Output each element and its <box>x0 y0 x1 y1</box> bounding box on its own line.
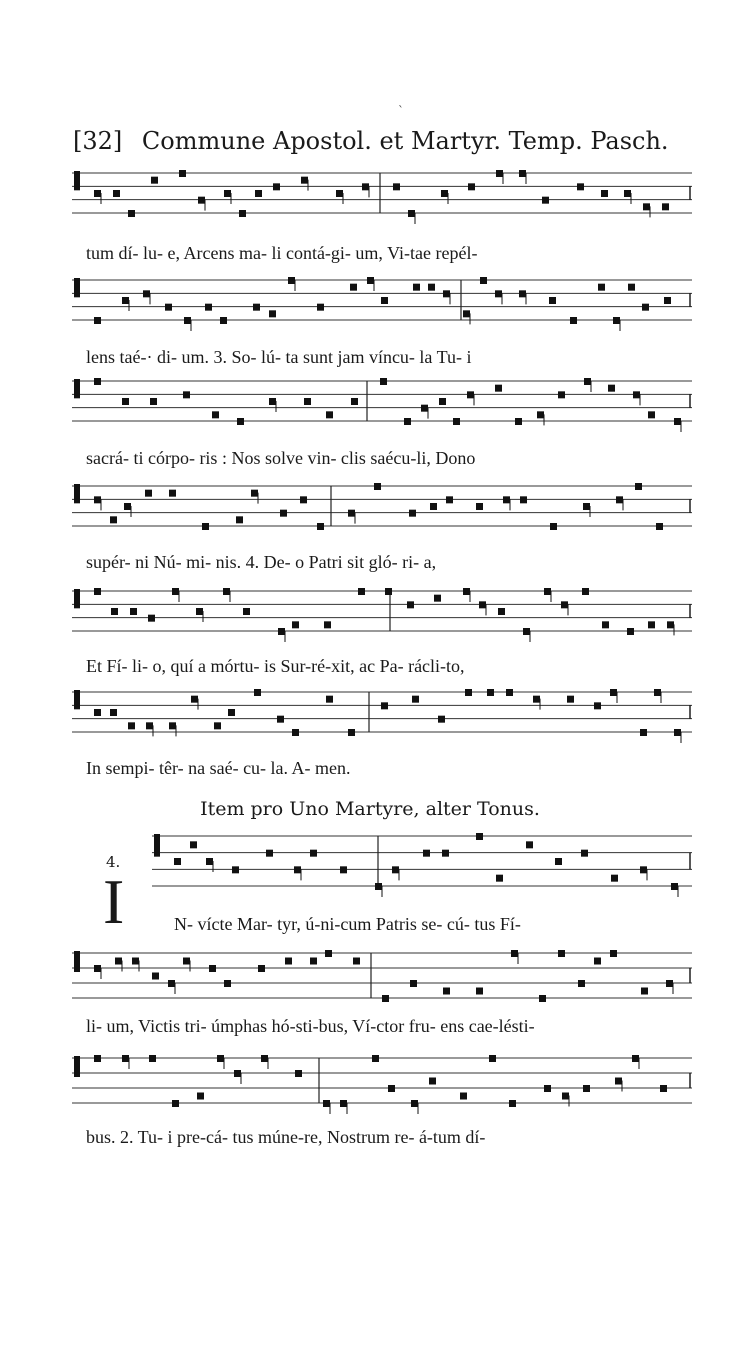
neume-note <box>212 411 219 418</box>
neume-note <box>94 378 101 385</box>
neume-note <box>295 1070 302 1077</box>
neume-note <box>324 621 331 628</box>
neume-note <box>438 716 445 723</box>
neume-note <box>228 709 235 716</box>
neume-note <box>122 297 129 304</box>
neume-note <box>581 850 588 857</box>
chant-staff <box>72 1050 692 1115</box>
neume-note <box>300 496 307 503</box>
neume-note <box>489 1055 496 1062</box>
neume-note <box>232 866 239 873</box>
neume-note <box>578 980 585 987</box>
neume-note <box>570 317 577 324</box>
chant-staff <box>72 945 692 1010</box>
page-title: Commune Apostol. et Martyr. Temp. Pasch. <box>141 127 669 155</box>
neume-note <box>411 1100 418 1107</box>
neume-note <box>234 1070 241 1077</box>
lyric-line: In sempi- têr- na saé- cu- la. A- men. <box>86 758 351 778</box>
neume-note <box>172 588 179 595</box>
neume-note <box>348 510 355 517</box>
neume-note <box>509 1100 516 1107</box>
neume-note <box>292 621 299 628</box>
neume-note <box>460 1093 467 1100</box>
neume-note <box>214 722 221 729</box>
section-subheading: Item pro Uno Martyre, alter Tonus. <box>200 798 540 820</box>
neume-note <box>362 183 369 190</box>
neume-note <box>463 310 470 317</box>
neume-note <box>326 696 333 703</box>
chant-staff <box>152 828 692 898</box>
neume-note <box>124 503 131 510</box>
neume-note <box>495 290 502 297</box>
neume-note <box>654 689 661 696</box>
neume-note <box>476 833 483 840</box>
neume-note <box>476 503 483 510</box>
neume-note <box>615 1078 622 1085</box>
neume-note <box>326 411 333 418</box>
neume-note <box>594 958 601 965</box>
neume-note <box>197 1093 204 1100</box>
neume-note <box>150 398 157 405</box>
neume-note <box>385 588 392 595</box>
neume-note <box>511 950 518 957</box>
neume-note <box>278 628 285 635</box>
staff-notation <box>72 373 692 433</box>
neume-note <box>421 405 428 412</box>
neume-note <box>429 1078 436 1085</box>
neume-note <box>190 841 197 848</box>
neume-note <box>325 950 332 957</box>
neume-note <box>269 398 276 405</box>
neume-note <box>434 595 441 602</box>
neume-note <box>292 729 299 736</box>
neume-note <box>627 628 634 635</box>
neume-note <box>601 190 608 197</box>
neume-note <box>122 1055 129 1062</box>
chant-staff <box>72 478 692 538</box>
neume-note <box>184 317 191 324</box>
neume-note <box>94 1055 101 1062</box>
neume-note <box>285 958 292 965</box>
neume-note <box>584 378 591 385</box>
neume-note <box>519 170 526 177</box>
staff-notation <box>72 684 692 744</box>
neume-note <box>561 601 568 608</box>
neume-note <box>480 277 487 284</box>
neume-note <box>441 190 448 197</box>
neume-note <box>463 588 470 595</box>
neume-note <box>146 722 153 729</box>
neume-note <box>128 210 135 217</box>
neume-note <box>128 722 135 729</box>
neume-note <box>515 418 522 425</box>
neume-note <box>666 980 673 987</box>
lyric-line: tum dí- lu- e, Arcens ma- li contá-gi- um, Vi-tae repél- <box>86 243 478 263</box>
neume-note <box>640 866 647 873</box>
neume-note <box>351 398 358 405</box>
neume-note <box>667 621 674 628</box>
neume-note <box>151 177 158 184</box>
neume-note <box>152 973 159 980</box>
neume-note <box>602 621 609 628</box>
neume-note <box>453 418 460 425</box>
neume-note <box>148 615 155 622</box>
neume-note <box>544 588 551 595</box>
neume-note <box>643 203 650 210</box>
neume-note <box>439 398 446 405</box>
neume-note <box>656 523 663 530</box>
neume-note <box>550 523 557 530</box>
neume-note <box>641 988 648 995</box>
neume-note <box>674 729 681 736</box>
neume-note <box>237 418 244 425</box>
neume-note <box>169 490 176 497</box>
neume-note <box>558 391 565 398</box>
neume-note <box>380 378 387 385</box>
neume-note <box>251 490 258 497</box>
neume-note <box>94 588 101 595</box>
neume-note <box>261 1055 268 1062</box>
neume-note <box>428 284 435 291</box>
neume-note <box>583 503 590 510</box>
neume-note <box>340 866 347 873</box>
neume-note <box>558 950 565 957</box>
neume-note <box>640 729 647 736</box>
staff-notation <box>152 828 692 898</box>
clef-mark <box>74 379 80 398</box>
neume-note <box>392 866 399 873</box>
neume-note <box>495 385 502 392</box>
stray-mark: ` <box>398 104 404 118</box>
neume-note <box>555 858 562 865</box>
neume-note <box>582 588 589 595</box>
drop-initial: I <box>103 866 125 937</box>
neume-note <box>662 203 669 210</box>
neume-note <box>130 608 137 615</box>
neume-note <box>165 304 172 311</box>
neume-note <box>608 385 615 392</box>
neume-note <box>542 197 549 204</box>
neume-note <box>526 841 533 848</box>
neume-note <box>191 696 198 703</box>
neume-note <box>430 503 437 510</box>
neume-note <box>374 483 381 490</box>
clef-mark <box>154 834 160 857</box>
neume-note <box>503 496 510 503</box>
neume-note <box>224 190 231 197</box>
neume-note <box>115 958 122 965</box>
neume-note <box>269 310 276 317</box>
lyric-line: sacrá- ti córpo- ris : Nos solve vin- clis saécu-li, Dono <box>86 448 476 468</box>
chant-staff <box>72 684 692 744</box>
neume-note <box>111 608 118 615</box>
neume-note <box>94 317 101 324</box>
lyric-line: lens taé-· di- um. 3. So- lú- ta sunt jam víncu- la Tu- i <box>86 347 472 367</box>
clef-mark <box>74 171 80 190</box>
neume-note <box>446 496 453 503</box>
neume-note <box>122 398 129 405</box>
neume-note <box>660 1085 667 1092</box>
neume-note <box>407 601 414 608</box>
neume-note <box>408 210 415 217</box>
staff-notation <box>72 478 692 538</box>
neume-note <box>443 988 450 995</box>
neume-note <box>598 284 605 291</box>
neume-note <box>223 588 230 595</box>
neume-note <box>610 689 617 696</box>
neume-note <box>583 1085 590 1092</box>
neume-note <box>110 516 117 523</box>
clef-mark <box>74 690 80 709</box>
neume-note <box>224 980 231 987</box>
chant-staff <box>72 373 692 433</box>
neume-note <box>628 284 635 291</box>
neume-note <box>277 716 284 723</box>
clef-mark <box>74 1056 80 1077</box>
clef-mark <box>74 951 80 972</box>
neume-note <box>375 883 382 890</box>
neume-note <box>381 702 388 709</box>
neume-note <box>537 411 544 418</box>
neume-note <box>632 1055 639 1062</box>
neume-note <box>149 1055 156 1062</box>
neume-note <box>633 391 640 398</box>
neume-note <box>288 277 295 284</box>
neume-note <box>479 601 486 608</box>
neume-note <box>310 850 317 857</box>
neume-note <box>145 490 152 497</box>
neume-note <box>648 621 655 628</box>
lyric-line: bus. 2. Tu- i pre-cá- tus múne-re, Nostrum re- á-tum dí- <box>86 1127 486 1147</box>
neume-note <box>168 980 175 987</box>
neume-note <box>624 190 631 197</box>
neume-note <box>317 304 324 311</box>
neume-note <box>348 729 355 736</box>
neume-note <box>217 1055 224 1062</box>
lyric-line: N- vícte Mar- tyr, ú-ni-cum Patris se- cú- tus Fí- <box>174 914 521 934</box>
lyric-line: li- um, Victis tri- úmphas hó-sti-bus, Ví-ctor fru- ens cae-lésti- <box>86 1016 535 1036</box>
neume-note <box>443 290 450 297</box>
neume-note <box>393 183 400 190</box>
neume-note <box>254 689 261 696</box>
neume-note <box>113 190 120 197</box>
neume-note <box>340 1100 347 1107</box>
lyric-line: Et Fí- li- o, quí a mórtu- is Sur-ré-xit, ac Pa- rácli-to, <box>86 656 465 676</box>
neume-note <box>172 1100 179 1107</box>
neume-note <box>404 418 411 425</box>
neume-note <box>209 965 216 972</box>
neume-note <box>169 722 176 729</box>
staff-notation <box>72 945 692 1010</box>
neume-note <box>206 858 213 865</box>
neume-note <box>382 995 389 1002</box>
neume-note <box>243 608 250 615</box>
staff-notation <box>72 1050 692 1115</box>
neume-note <box>648 411 655 418</box>
neume-note <box>220 317 227 324</box>
hymn-number: 4. <box>106 853 121 871</box>
neume-note <box>413 284 420 291</box>
neume-note <box>506 689 513 696</box>
neume-note <box>205 304 212 311</box>
neume-note <box>132 958 139 965</box>
neume-note <box>202 523 209 530</box>
neume-note <box>635 483 642 490</box>
clef-mark <box>74 589 80 608</box>
neume-note <box>266 850 273 857</box>
neume-note <box>562 1093 569 1100</box>
neume-note <box>179 170 186 177</box>
neume-note <box>496 170 503 177</box>
chant-staff <box>72 583 692 643</box>
neume-note <box>350 284 357 291</box>
neume-note <box>239 210 246 217</box>
neume-note <box>465 689 472 696</box>
neume-note <box>255 190 262 197</box>
neume-note <box>198 197 205 204</box>
lyric-line: supér- ni Nú- mi- nis. 4. De- o Patri sit gló- ri- a, <box>86 552 437 572</box>
neume-note <box>671 883 678 890</box>
neume-note <box>610 950 617 957</box>
neume-note <box>467 391 474 398</box>
neume-note <box>367 277 374 284</box>
neume-note <box>372 1055 379 1062</box>
neume-note <box>110 709 117 716</box>
neume-note <box>94 190 101 197</box>
neume-note <box>280 510 287 517</box>
staff-notation <box>72 272 692 332</box>
neume-note <box>611 875 618 882</box>
neume-note <box>523 628 530 635</box>
neume-note <box>183 391 190 398</box>
chant-staff <box>72 272 692 332</box>
neume-note <box>301 177 308 184</box>
page-number: [32] <box>73 127 123 155</box>
neume-note <box>539 995 546 1002</box>
staff-notation <box>72 165 692 225</box>
neume-note <box>613 317 620 324</box>
neume-note <box>487 689 494 696</box>
page-header <box>73 127 693 155</box>
neume-note <box>544 1085 551 1092</box>
neume-note <box>423 850 430 857</box>
neume-note <box>183 958 190 965</box>
neume-note <box>253 304 260 311</box>
neume-note <box>577 183 584 190</box>
neume-note <box>381 297 388 304</box>
neume-note <box>358 588 365 595</box>
neume-note <box>674 418 681 425</box>
neume-note <box>409 510 416 517</box>
chant-staff <box>72 165 692 225</box>
neume-note <box>496 875 503 882</box>
neume-note <box>294 866 301 873</box>
neume-note <box>258 965 265 972</box>
neume-note <box>196 608 203 615</box>
neume-note <box>323 1100 330 1107</box>
neume-note <box>520 496 527 503</box>
neume-note <box>594 702 601 709</box>
neume-note <box>304 398 311 405</box>
neume-note <box>468 183 475 190</box>
neume-note <box>410 980 417 987</box>
neume-note <box>388 1085 395 1092</box>
neume-note <box>143 290 150 297</box>
neume-note <box>412 696 419 703</box>
clef-mark <box>74 484 80 503</box>
neume-note <box>498 608 505 615</box>
neume-note <box>336 190 343 197</box>
staff-notation <box>72 583 692 643</box>
neume-note <box>442 850 449 857</box>
clef-mark <box>74 278 80 297</box>
neume-note <box>236 516 243 523</box>
neume-note <box>616 496 623 503</box>
neume-note <box>174 858 181 865</box>
neume-note <box>549 297 556 304</box>
neume-note <box>94 709 101 716</box>
neume-note <box>353 958 360 965</box>
neume-note <box>533 696 540 703</box>
neume-note <box>273 183 280 190</box>
neume-note <box>310 958 317 965</box>
neume-note <box>94 496 101 503</box>
neume-note <box>317 523 324 530</box>
neume-note <box>94 965 101 972</box>
neume-note <box>567 696 574 703</box>
neume-note <box>642 304 649 311</box>
neume-note <box>476 988 483 995</box>
neume-note <box>519 290 526 297</box>
neume-note <box>664 297 671 304</box>
